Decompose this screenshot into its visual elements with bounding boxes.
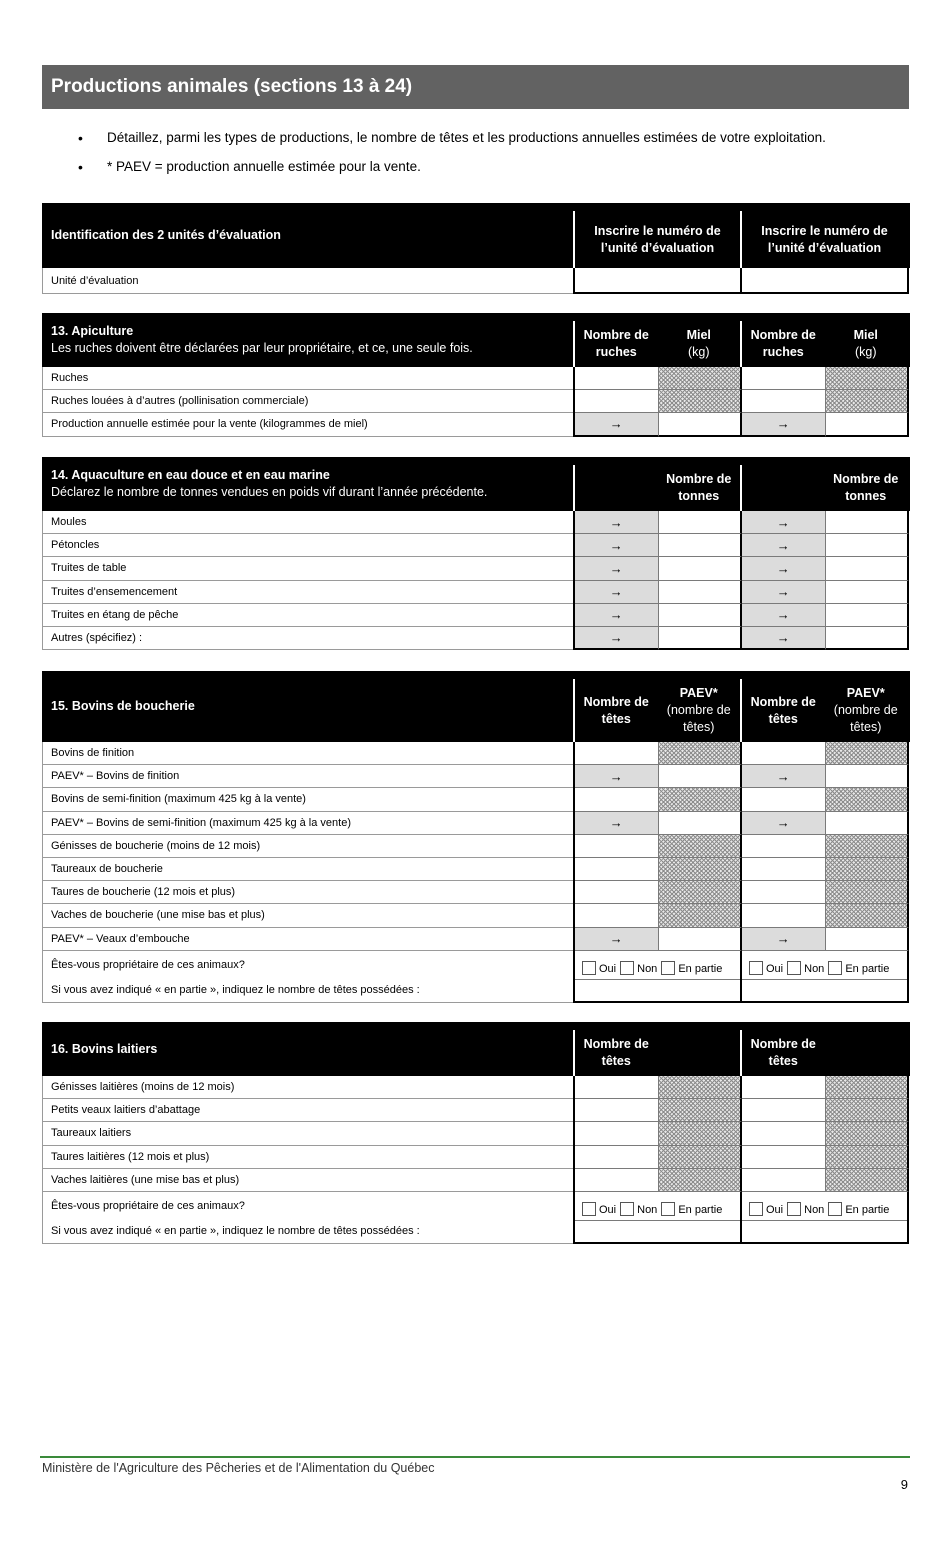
input-cell[interactable] <box>826 604 910 627</box>
input-cell[interactable] <box>742 881 826 904</box>
input-cell[interactable] <box>575 881 659 904</box>
input-cell[interactable] <box>742 1122 826 1145</box>
hatched-cell <box>826 788 910 811</box>
hatched-cell <box>659 367 743 390</box>
input-cell[interactable] <box>826 534 910 557</box>
table-row: Taures laitières (12 mois et plus) <box>42 1146 910 1169</box>
arrow-icon: → <box>742 928 826 951</box>
hatched-cell <box>659 1076 743 1099</box>
identification-header: Identification des 2 unités d’évaluation Inscrire le numéro de l’unité d’évaluation Inscrire le numéro de l’unité d’évaluation <box>42 203 910 268</box>
input-cell[interactable] <box>742 788 826 811</box>
hatched-cell <box>826 904 910 927</box>
hatched-cell <box>826 1122 910 1145</box>
input-cell[interactable] <box>826 557 910 580</box>
input-cell[interactable] <box>575 1099 659 1122</box>
unit-number-input-2[interactable] <box>742 268 909 294</box>
table-row: Truites de table → → <box>42 557 910 580</box>
hatched-cell <box>826 1146 910 1169</box>
hatched-cell <box>826 1169 910 1192</box>
hatched-cell <box>826 390 910 413</box>
hatched-cell <box>826 858 910 881</box>
table-row: Génisses laitières (moins de 12 mois) <box>42 1076 910 1099</box>
section-16-dairy-cattle <box>42 1022 910 1244</box>
table-row: Taureaux de boucherie <box>42 858 910 881</box>
heads-owned-input[interactable] <box>742 980 907 1001</box>
input-cell[interactable] <box>575 1076 659 1099</box>
input-cell[interactable] <box>659 413 743 436</box>
arrow-icon: → <box>742 604 826 627</box>
arrow-icon: → <box>575 765 659 788</box>
hatched-cell <box>659 835 743 858</box>
ownership-row: Êtes-vous propriétaire de ces animaux? Si vous avez indiqué « en partie », indiquez le nombre de têtes possédées : Oui Non En partie Oui Non En partie <box>42 951 910 1003</box>
oui-checkbox[interactable] <box>582 1202 596 1216</box>
input-cell[interactable] <box>826 627 910 650</box>
page-number: 9 <box>900 1477 908 1492</box>
input-cell[interactable] <box>575 788 659 811</box>
bullet-icon: • <box>78 159 83 175</box>
input-cell[interactable] <box>575 858 659 881</box>
non-checkbox[interactable] <box>620 961 634 975</box>
input-cell[interactable] <box>826 765 910 788</box>
hatched-cell <box>659 742 743 765</box>
unit-number-input-1[interactable] <box>575 268 742 294</box>
arrow-icon: → <box>575 627 659 650</box>
hatched-cell <box>659 788 743 811</box>
hatched-cell <box>659 881 743 904</box>
arrow-icon: → <box>575 413 659 436</box>
table-row: Génisses de boucherie (moins de 12 mois) <box>42 835 910 858</box>
hatched-cell <box>826 881 910 904</box>
arrow-icon: → <box>742 534 826 557</box>
table-row: Taureaux laitiers <box>42 1122 910 1145</box>
table-row: Autres (spécifiez) : → → <box>42 627 910 650</box>
input-cell[interactable] <box>659 557 743 580</box>
input-cell[interactable] <box>659 765 743 788</box>
input-cell[interactable] <box>575 835 659 858</box>
input-cell[interactable] <box>742 835 826 858</box>
table-row: Vaches de boucherie (une mise bas et plus) <box>42 904 910 927</box>
section-16-header: 16. Bovins laitiers Nombre de têtes Nombre de têtes <box>42 1022 910 1076</box>
hatched-cell <box>826 1076 910 1099</box>
input-cell[interactable] <box>826 812 910 835</box>
heads-owned-input[interactable] <box>575 1221 740 1242</box>
unit-number-header-2: Inscrire le numéro de l’unité d’évaluation <box>761 223 888 255</box>
arrow-icon: → <box>742 581 826 604</box>
footer-divider <box>40 1456 910 1458</box>
input-cell[interactable] <box>742 904 826 927</box>
en-partie-checkbox[interactable] <box>661 1202 675 1216</box>
arrow-icon: → <box>575 604 659 627</box>
non-checkbox[interactable] <box>787 961 801 975</box>
input-cell[interactable] <box>742 390 826 413</box>
arrow-icon: → <box>742 627 826 650</box>
identification-section <box>42 203 910 294</box>
hatched-cell <box>659 904 743 927</box>
input-cell[interactable] <box>659 928 743 951</box>
section-14-header: 14. Aquaculture en eau douce et en eau marine Déclarez le nombre de tonnes vendues en poids vif durant l’année précédente. Nombre de tonnes Nombre de tonnes <box>42 457 910 511</box>
table-row: Unité d’évaluation <box>42 268 910 294</box>
ownership-row: Êtes-vous propriétaire de ces animaux? Si vous avez indiqué « en partie », indiquez le nombre de têtes possédées : Oui Non En partie Oui Non En partie <box>42 1192 910 1244</box>
section-15-beef-cattle <box>42 671 910 1003</box>
input-cell[interactable] <box>659 627 743 650</box>
table-row: Petits veaux laitiers d’abattage <box>42 1099 910 1122</box>
hatched-cell <box>826 742 910 765</box>
page-title: Productions animales (sections 13 à 24) <box>42 65 909 109</box>
table-row: Bovins de semi-finition (maximum 425 kg à la vente) <box>42 788 910 811</box>
input-cell[interactable] <box>742 1169 826 1192</box>
heads-owned-input[interactable] <box>575 980 740 1001</box>
arrow-icon: → <box>575 928 659 951</box>
section-13-header: 13. Apiculture Les ruches doivent être déclarées par leur propriétaire, et ce, une seule fois. Nombre de ruches Miel (kg) Nombre de ruches Miel (kg) <box>42 313 910 367</box>
table-row: Ruches louées à d’autres (pollinisation commerciale) <box>42 390 910 413</box>
unit-number-header-1: Inscrire le numéro de l’unité d’évaluation <box>594 223 721 255</box>
table-row: Ruches <box>42 367 910 390</box>
instructions-list <box>42 127 909 185</box>
hatched-cell <box>659 858 743 881</box>
table-row: Moules → → <box>42 511 910 534</box>
input-cell[interactable] <box>742 1146 826 1169</box>
table-row: Production annuelle estimée pour la vente (kilogrammes de miel) → → <box>42 413 910 436</box>
input-cell[interactable] <box>659 581 743 604</box>
bullet-icon: • <box>78 130 83 146</box>
table-row: PAEV* – Veaux d’embouche → → <box>42 928 910 951</box>
input-cell[interactable] <box>659 534 743 557</box>
arrow-icon: → <box>575 812 659 835</box>
arrow-icon: → <box>742 812 826 835</box>
hatched-cell <box>659 1146 743 1169</box>
oui-checkbox[interactable] <box>582 961 596 975</box>
section-14-aquaculture <box>42 457 910 650</box>
en-partie-checkbox[interactable] <box>661 961 675 975</box>
input-cell[interactable] <box>575 1169 659 1192</box>
table-row: Vaches laitières (une mise bas et plus) <box>42 1169 910 1192</box>
en-partie-checkbox[interactable] <box>828 961 842 975</box>
input-cell[interactable] <box>826 581 910 604</box>
hatched-cell <box>659 1122 743 1145</box>
input-cell[interactable] <box>659 511 743 534</box>
section-13-apiculture <box>42 313 910 437</box>
non-checkbox[interactable] <box>787 1202 801 1216</box>
input-cell[interactable] <box>659 604 743 627</box>
table-row: PAEV* – Bovins de semi-finition (maximum 425 kg à la vente) → → <box>42 812 910 835</box>
arrow-icon: → <box>575 581 659 604</box>
table-row: Bovins de finition <box>42 742 910 765</box>
input-cell[interactable] <box>826 511 910 534</box>
table-row: Pétoncles → → <box>42 534 910 557</box>
arrow-icon: → <box>575 534 659 557</box>
input-cell[interactable] <box>826 413 910 436</box>
input-cell[interactable] <box>742 742 826 765</box>
non-checkbox[interactable] <box>620 1202 634 1216</box>
arrow-icon: → <box>742 511 826 534</box>
section-15-header: 15. Bovins de boucherie Nombre de têtes PAEV* (nombre de têtes) Nombre de têtes PAEV* (nombre de têtes) <box>42 671 910 742</box>
oui-checkbox[interactable] <box>749 1202 763 1216</box>
hatched-cell <box>659 1099 743 1122</box>
hives-count-header: Nombre de ruches <box>583 328 649 359</box>
footer-ministry: Ministère de l'Agriculture des Pêcheries et de l'Alimentation du Québec <box>42 1461 435 1475</box>
input-cell[interactable] <box>575 1122 659 1145</box>
input-cell[interactable] <box>742 1076 826 1099</box>
arrow-icon: → <box>742 765 826 788</box>
input-cell[interactable] <box>575 742 659 765</box>
instruction-item: • * PAEV = production annuelle estimée pour la vente. <box>42 156 909 185</box>
input-cell[interactable] <box>742 367 826 390</box>
arrow-icon: → <box>742 557 826 580</box>
arrow-icon: → <box>575 511 659 534</box>
en-partie-checkbox[interactable] <box>828 1202 842 1216</box>
arrow-icon: → <box>575 557 659 580</box>
input-cell[interactable] <box>826 928 910 951</box>
hatched-cell <box>659 390 743 413</box>
heads-owned-input[interactable] <box>742 1221 907 1242</box>
oui-checkbox[interactable] <box>749 961 763 975</box>
arrow-icon: → <box>742 413 826 436</box>
input-cell[interactable] <box>742 858 826 881</box>
table-row: Taures de boucherie (12 mois et plus) <box>42 881 910 904</box>
input-cell[interactable] <box>659 812 743 835</box>
hatched-cell <box>826 367 910 390</box>
table-row: Truites en étang de pêche → → <box>42 604 910 627</box>
input-cell[interactable] <box>575 904 659 927</box>
table-row: Truites d’ensemencement → → <box>42 581 910 604</box>
instruction-item: • Détaillez, parmi les types de productions, le nombre de têtes et les productions annuelles estimées de votre exploitation. <box>42 127 909 156</box>
hatched-cell <box>826 835 910 858</box>
input-cell[interactable] <box>575 1146 659 1169</box>
input-cell[interactable] <box>742 1099 826 1122</box>
hatched-cell <box>826 1099 910 1122</box>
table-row: PAEV* – Bovins de finition → → <box>42 765 910 788</box>
input-cell[interactable] <box>575 390 659 413</box>
hatched-cell <box>659 1169 743 1192</box>
input-cell[interactable] <box>575 367 659 390</box>
